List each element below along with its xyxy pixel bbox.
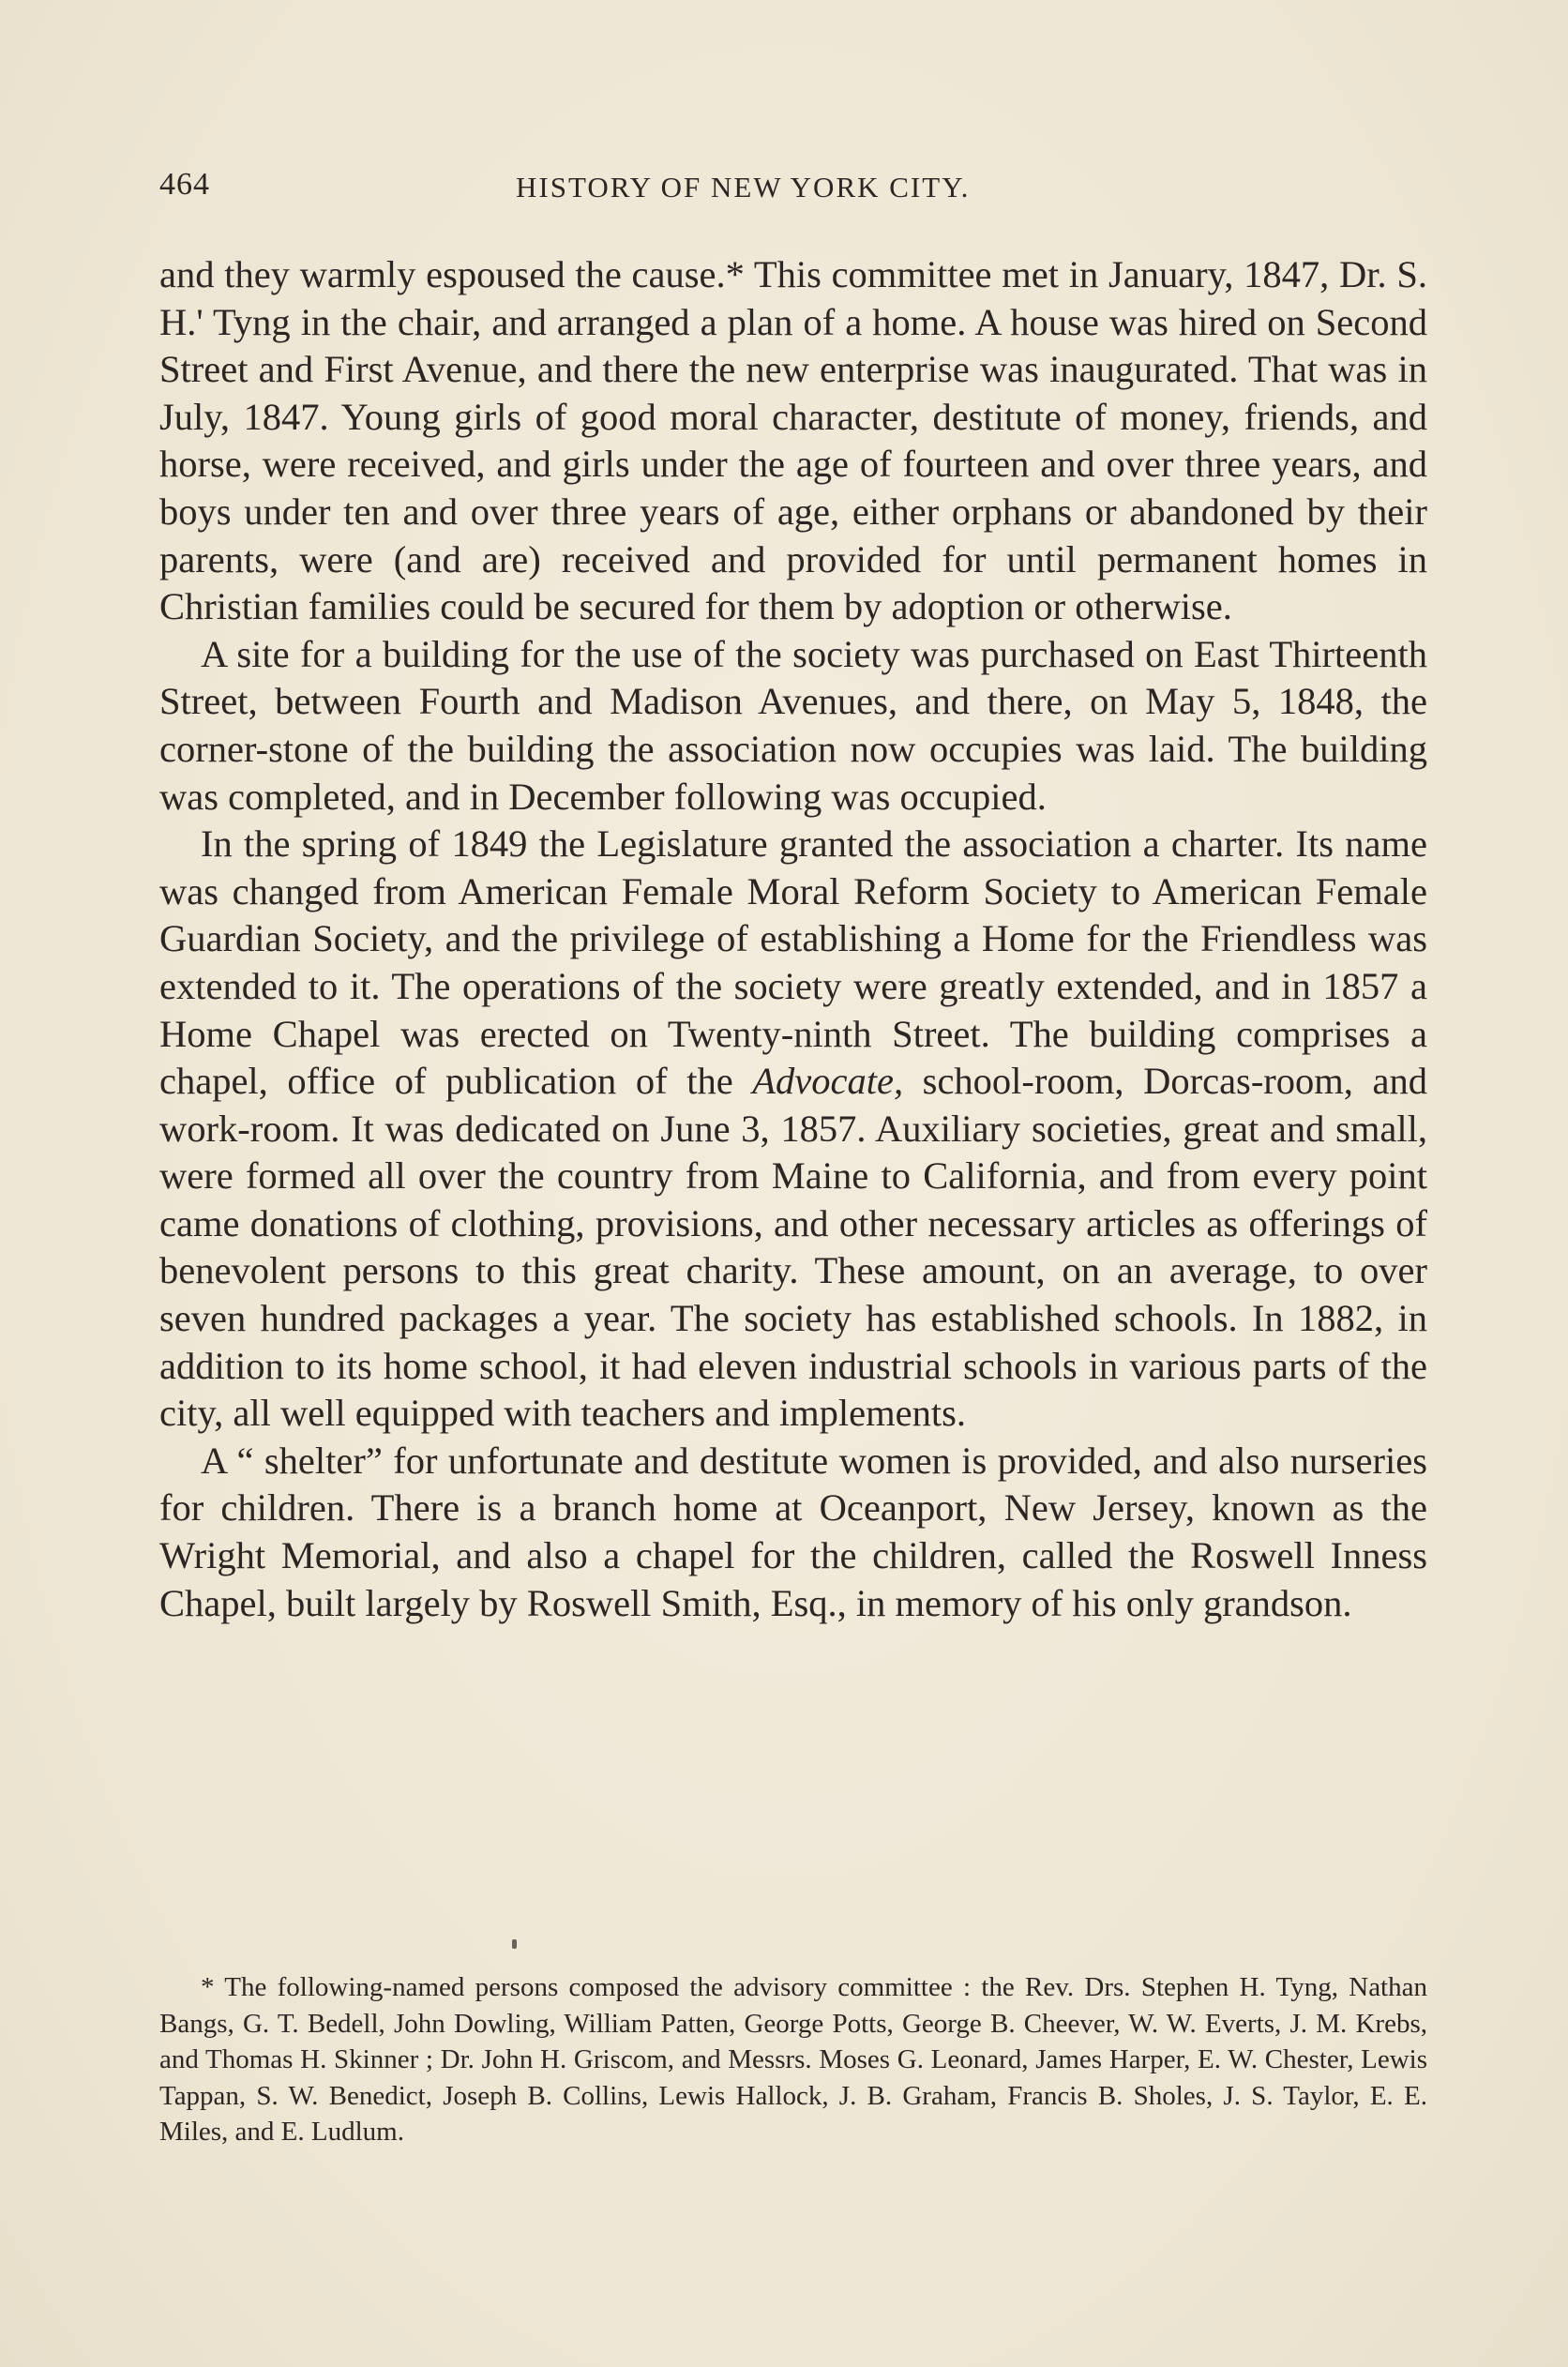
footnote (159, 1969, 1427, 2150)
paragraph-shelter: A “ shelter” for unfortunate and destitute women is provided, and also nurseries for children. There is a branch home at Oceanport, New Jersey, known as the Wright Memorial, and also a chapel for the children, called the Roswell Inness Chapel, built largely by Roswell Smith, Esq., in memory of his only grandson. (159, 1439, 1427, 1624)
paragraph-charter-text-a: In the spring of 1849 the Legislature granted the association a charter. Its name was changed from American Female Moral Reform Society to American Female Guardian Society, and the privilege of establishing a Home for the Friendless was extended to it. The operations of the society were greatly extended, and in 1857 a Home Chapel was erected on Twenty-ninth Street. The building comprises a chapel, office of publication of the (159, 822, 1427, 1103)
paragraph-charter (159, 821, 1427, 1438)
paragraph-continuation: and they warmly espoused the cause.* This committee met in January, 1847, Dr. S. H.' Tyng in the chair, and arranged a plan of a home. A house was hired on Second Street and First Avenue, and there the new enterprise was inaugurated. That was in July, 1847. Young girls of good moral character, destitute of money, friends, and horse, were received, and girls under the age of fourteen and over three years, and boys under ten and over three years of age, either orphans or abandoned by their parents, were (and are) received and provided for until permanent homes in Christian families could be secured for them by adoption or otherwise. (159, 253, 1427, 628)
running-head (159, 167, 1425, 214)
footnote-text: * The following-named persons composed the advisory committee : the Rev. Drs. Stephen H. Tyng, Nathan Bangs, G. T. Bedell, John Dowling, William Patten, George Potts, George B. Cheever, W. W. Everts, J. M. Krebs, and Thomas H. Skinner ; Dr. John H. Griscom, and Messrs. Moses G. Leonard, James Harper, E. W. Chester, Lewis Tappan, S. W. Benedict, Joseph B. Collins, Lewis Hallock, J. B. Graham, Francis B. Sholes, J. S. Taylor, E. E. Miles, and E. Ludlum. (159, 1972, 1427, 2147)
paragraph-charter-text-b: school-room, Dorcas-room, and work-room. It was dedicated on June 3, 1857. Auxiliary societies, great and small, were formed all over the country from Maine to California, and from every point came donations of clothing, provisions, and other necessary articles as offerings of benevolent persons to this great charity. These amount, on an average, to over seven hundred packages a year. The society has established schools. In 1882, in addition to its home school, it had eleven industrial schools in various parts of the city, all well equipped with teachers and implements. (159, 1060, 1427, 1435)
advocate-title: Advocate, (752, 1060, 904, 1103)
body-text (159, 251, 1427, 1627)
ink-mark (512, 1939, 517, 1949)
paragraph-building-site: A site for a building for the use of the society was purchased on East Thirteenth Street, between Fourth and Madison Avenues, and there, on May 5, 1848, the corner-stone of the building the association now occupies was laid. The building was completed, and in December following was occupied. (159, 632, 1427, 818)
page-number: 464 (159, 167, 210, 202)
running-title: HISTORY OF NEW YORK CITY. (516, 171, 971, 204)
